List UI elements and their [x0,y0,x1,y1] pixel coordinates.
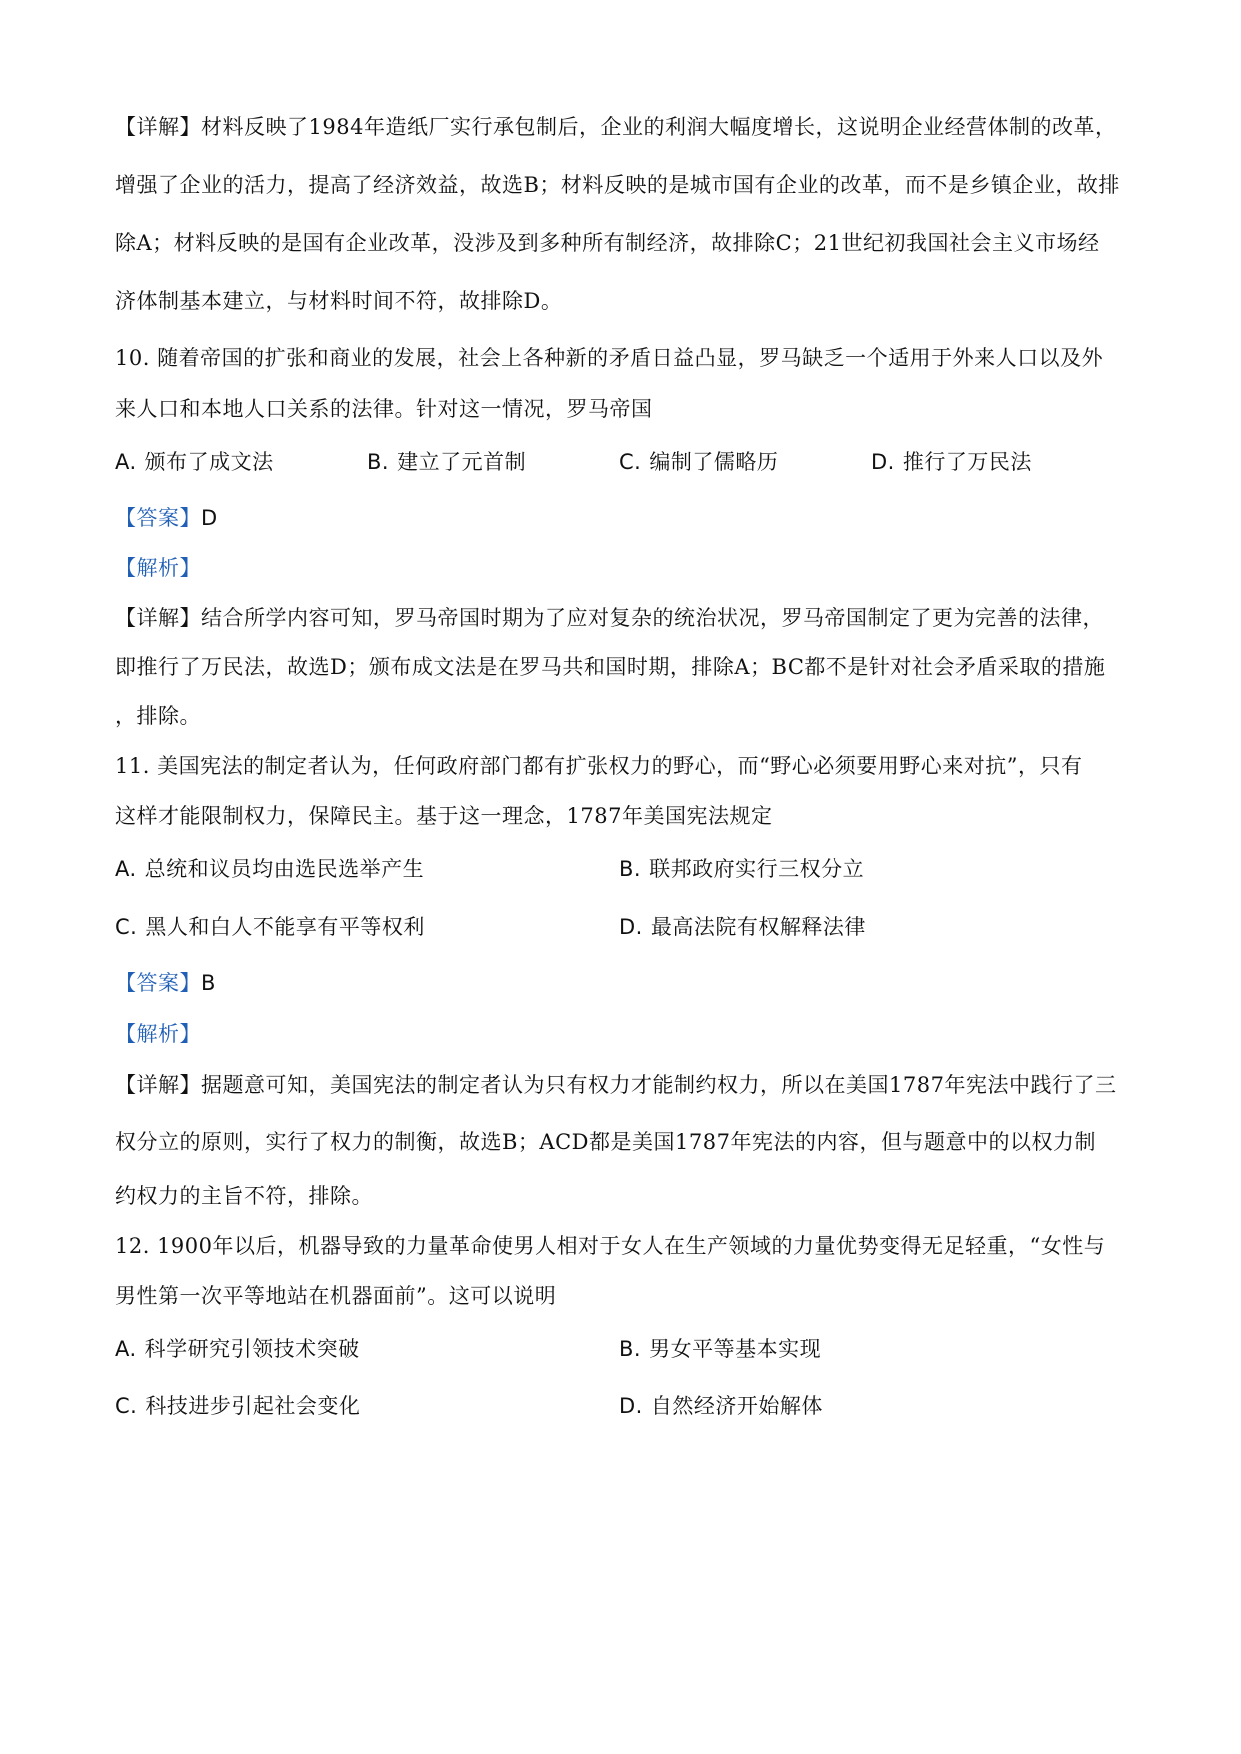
question-10-stem: 10. 随着帝国的扩张和商业的发展，社会上各种新的矛盾日益凸显，罗马缺乏一个适用于外来人口以及外 [115,346,1104,370]
detail-line: 权分立的原则，实行了权力的制衡，故选B；ACD都是美国1787年宪法的内容，但与题意中的以权力制 [115,1130,1096,1154]
detail-line: 济体制基本建立，与材料时间不符，故排除D。 [115,289,563,313]
option-letter: A. [115,450,137,474]
detail-line: 【详解】结合所学内容可知，罗马帝国时期为了应对复杂的统治状况，罗马帝国制定了更为完善的法律， [115,606,1104,630]
q10-answer [115,503,1135,533]
question-11-stem: 这样才能限制权力，保障民主。基于这一理念，1787年美国宪法规定 [115,804,773,828]
option-letter: D. [619,915,643,939]
detail-line: 【详解】据题意可知，美国宪法的制定者认为只有权力才能制约权力，所以在美国1787年宪法中践行了三 [115,1073,1117,1097]
q11-analysis [115,1019,1135,1049]
option-text: 最高法院有权解释法律 [650,915,866,939]
option-letter: B. [619,857,642,881]
answer-tag: 【答案】 [115,971,201,995]
option-text: 自然经济开始解体 [650,1394,823,1418]
option-letter: C. [115,1394,138,1418]
option-text: 联邦政府实行三权分立 [649,857,865,881]
detail-line: 增强了企业的活力，提高了经济效益，故选B；材料反映的是城市国有企业的改革，而不是乡镇企业，故排 [115,173,1120,197]
option-letter: A. [115,857,137,881]
q10-option-b [367,447,526,477]
option-text: 推行了万民法 [902,450,1032,474]
option-text: 建立了元首制 [397,450,527,474]
answer-value: D [201,506,218,530]
detail-line: 即推行了万民法，故选D；颁布成文法是在罗马共和国时期，排除A；BC都不是针对社会矛盾采取的措施 [115,655,1106,679]
analysis-tag: 【解析】 [115,556,201,580]
q11-option-c [115,912,425,942]
option-text: 总统和议员均由选民选举产生 [144,857,425,881]
q12-option-a [115,1334,360,1364]
q11-option-b [619,854,864,884]
analysis-tag: 【解析】 [115,1022,201,1046]
option-text: 男女平等基本实现 [649,1337,822,1361]
option-text: 科学研究引领技术突破 [144,1337,360,1361]
question-11-stem: 11. 美国宪法的制定者认为，任何政府部门都有扩张权力的野心，而“野心必须要用野心来对抗”，只有 [115,754,1083,778]
option-text: 颁布了成文法 [144,450,274,474]
question-12-stem: 12. 1900年以后，机器导致的力量革命使男人相对于女人在生产领域的力量优势变得无足轻重，“女性与 [115,1234,1106,1258]
answer-value: B [201,971,216,995]
q12-option-c [115,1391,360,1421]
answer-tag: 【答案】 [115,506,201,530]
option-letter: B. [619,1337,642,1361]
detail-line: 约权力的主旨不符，排除。 [115,1184,373,1208]
question-10-stem: 来人口和本地人口关系的法律。针对这一情况，罗马帝国 [115,397,653,421]
q11-option-a [115,854,424,884]
q10-analysis [115,553,1135,583]
q10-option-c [619,447,778,477]
option-letter: A. [115,1337,137,1361]
q12-option-b [619,1334,821,1364]
option-letter: B. [367,450,390,474]
q10-option-a [115,447,274,477]
q12-option-d [619,1391,823,1421]
option-letter: C. [115,915,138,939]
q10-option-d [871,447,1032,477]
option-text: 编制了儒略历 [649,450,779,474]
q11-answer [115,968,1135,998]
detail-line: 除A；材料反映的是国有企业改革，没涉及到多种所有制经济，故排除C；21世纪初我国社会主义市场经 [115,231,1100,255]
q11-option-d [619,912,866,942]
option-letter: D. [871,450,895,474]
detail-line: 【详解】材料反映了1984年造纸厂实行承包制后，企业的利润大幅度增长，这说明企业经营体制的改革， [115,115,1117,139]
question-12-stem: 男性第一次平等地站在机器面前”。这可以说明 [115,1284,557,1308]
option-letter: D. [619,1394,643,1418]
detail-line: ，排除。 [115,704,201,728]
option-letter: C. [619,450,642,474]
option-text: 科技进步引起社会变化 [145,1394,361,1418]
option-text: 黑人和白人不能享有平等权利 [145,915,425,939]
